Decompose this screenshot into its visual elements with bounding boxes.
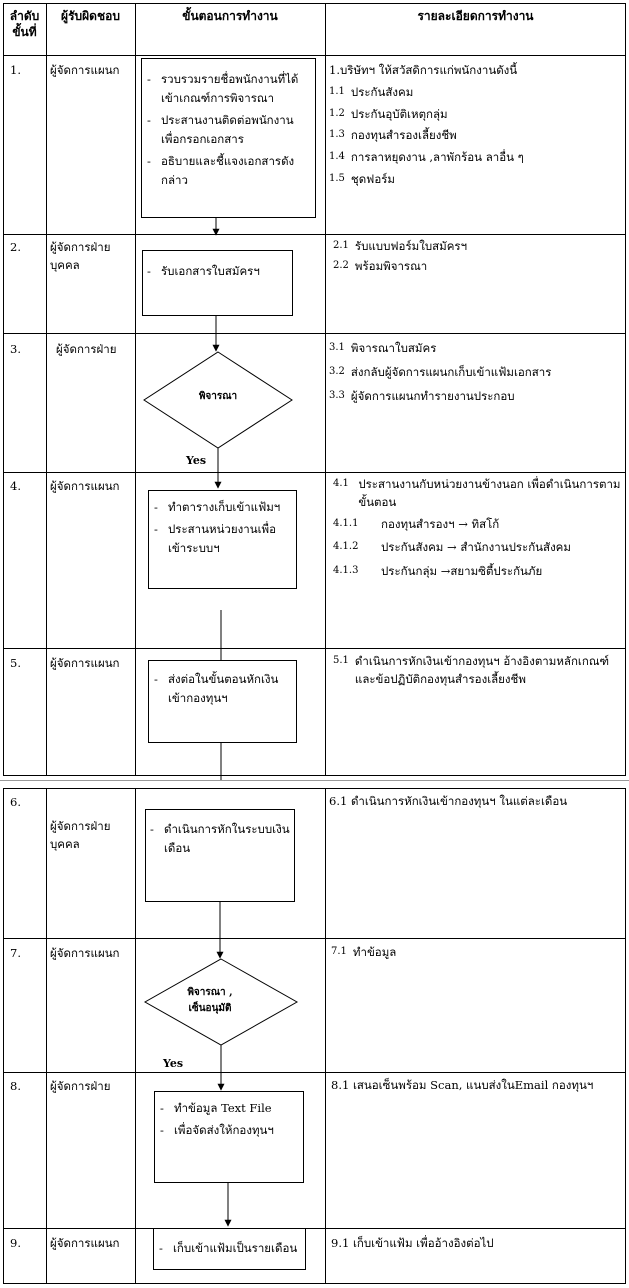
- process-steps: - ทำข้อมูล Text File - เพื่อจัดส่งให้กองทุนฯ: [160, 1099, 300, 1143]
- detail-number: 1.2: [329, 107, 345, 119]
- detail-text: รับแบบฟอร์มใบสมัครฯ: [354, 239, 468, 253]
- details-list: [333, 238, 622, 284]
- detail-number: 2.2: [333, 259, 349, 271]
- decision-label: พิจารณา: [198, 391, 238, 402]
- details-list: [329, 62, 622, 193]
- detail-text: 8.1 เสนอเซ็นพร้อม Scan, แนบส่งในEmail กองทุนฯ: [331, 1078, 594, 1092]
- detail-text: ดำเนินการหักเงินเข้ากองทุนฯ อ้างอิงตามหลักเกณฑ์และข้อปฏิบัติกองทุนสำรองเลี้ยงชีพ: [354, 654, 610, 686]
- responsible-person: ผู้จัดการฝ่าย: [56, 342, 117, 356]
- detail-text: ชุดฟอร์ม: [350, 172, 395, 187]
- process-step-text: ส่งต่อในขั้นตอนหักเงินเข้ากองทุนฯ: [168, 672, 279, 705]
- detail-number: 7.1: [331, 946, 347, 957]
- process-steps: - ดำเนินการหักในระบบเงินเดือน: [150, 820, 290, 861]
- responsible-person: ผู้จัดการแผนก: [50, 656, 120, 670]
- details-list: [333, 476, 622, 589]
- responsible-person: ผู้จัดการแผนก: [50, 63, 120, 77]
- header-responsible: ผู้รับผิดชอบ: [61, 9, 120, 23]
- step-number: 2.: [10, 240, 21, 254]
- responsible-person: ผู้จัดการฝ่ายบุคคล: [50, 240, 111, 272]
- decision-label: พิจารณา , เซ็นอนุมัติ: [187, 987, 233, 1014]
- details-list: [331, 1077, 622, 1103]
- responsible-person: ผู้จัดการแผนก: [50, 1236, 120, 1250]
- step-number: 7.: [10, 946, 21, 960]
- detail-text: ผู้จัดการแผนกทำรายงานประกอบ: [350, 388, 515, 403]
- detail-number: 1.5: [329, 173, 345, 185]
- process-step-text: ดำเนินการหักในระบบเงินเดือน: [164, 822, 290, 855]
- detail-number: 2.1: [333, 240, 349, 251]
- process-steps: - รวบรวมรายชื่อพนักงานที่ได้เข้าเกณฑ์การพิจารณา - ประสานงานติดต่อพนักงานเพื่อกรอกเอกสาร - อธิบายและชี้แจงเอกสารดังกล่าว: [147, 70, 311, 193]
- details-list: [331, 1235, 622, 1261]
- process-steps: - เก็บเข้าแฟ้มเป็นรายเดือน: [159, 1239, 304, 1261]
- yes-label: Yes: [163, 1057, 184, 1070]
- process-steps: - ทำตารางเก็บเข้าแฟ้มฯ - ประสานหน่วยงานเพื่อเข้าระบบฯ: [154, 498, 292, 561]
- process-steps: - ส่งต่อในขั้นตอนหักเงินเข้ากองทุนฯ: [154, 670, 292, 711]
- responsible-person: ผู้จัดการแผนก: [50, 479, 120, 493]
- step-number: 5.: [10, 656, 21, 670]
- detail-text: ทำข้อมูล: [352, 945, 397, 959]
- detail-text: 9.1 เก็บเข้าแฟ้ม เพื่ออ้างอิงต่อไป: [331, 1236, 494, 1250]
- detail-number: 5.1: [333, 655, 349, 666]
- detail-number: 1.3: [329, 129, 345, 141]
- process-step-text: เพื่อจัดส่งให้กองทุนฯ: [174, 1122, 274, 1137]
- process-step-text: อธิบายและชี้แจงเอกสารดังกล่าว: [161, 153, 295, 187]
- step-number: 8.: [10, 1079, 21, 1093]
- process-step-text: ทำตารางเก็บเข้าแฟ้มฯ: [168, 500, 281, 514]
- detail-text: ประสานงานกับหน่วยงานข้างนอก เพื่อดำเนินการตามขั้นตอน: [358, 477, 621, 509]
- detail-number: 4.1.3: [333, 565, 359, 577]
- detail-text: ประกันสังคม → สำนักงานประกันสังคม: [381, 540, 571, 555]
- process-step-text: ทำข้อมูล Text File: [174, 1101, 272, 1115]
- details-list: [333, 653, 622, 697]
- responsible-person: ผู้จัดการแผนก: [50, 946, 120, 960]
- step-number: 3.: [10, 342, 21, 356]
- process-step-text: รับเอกสารใบสมัครฯ: [161, 264, 260, 278]
- process-steps: - รับเอกสารใบสมัครฯ: [147, 262, 287, 284]
- step-number: 9.: [10, 1236, 21, 1250]
- process-step-text: ประสานงานติดต่อพนักงานเพื่อกรอกเอกสาร: [161, 112, 294, 146]
- process-step-text: รวบรวมรายชื่อพนักงานที่ได้เข้าเกณฑ์การพิจารณา: [161, 72, 299, 105]
- detail-text: กองทุนสำรองเลี้ยงชีพ: [350, 128, 457, 143]
- detail-number: 3.2: [329, 365, 345, 377]
- detail-number: 4.1.1: [333, 517, 359, 529]
- header-procedure: ขั้นตอนการทำงาน: [182, 9, 278, 23]
- detail-text: ประกันสังคม: [350, 84, 414, 99]
- detail-number: 4.1: [333, 478, 349, 489]
- detail-text: พิจารณาใบสมัคร: [350, 341, 437, 355]
- detail-number: 1.1: [329, 85, 345, 97]
- detail-text: ประกันอุบัติเหตุกลุ่ม: [350, 106, 448, 121]
- detail-text: การลาหยุดงาน ,ลาพักร้อน ลาอื่น ๆ: [350, 150, 524, 165]
- detail-number: 3.3: [329, 389, 345, 401]
- detail-text: 6.1 ดำเนินการหักเงินเข้ากองทุนฯ ในแต่ละเดือน: [329, 794, 568, 808]
- step-number: 1.: [10, 63, 21, 77]
- yes-label: Yes: [186, 454, 207, 467]
- process-step-text: ประสานหน่วยงานเพื่อเข้าระบบฯ: [168, 521, 276, 555]
- header-details: รายละเอียดการทำงาน: [417, 9, 534, 23]
- details-list: [331, 944, 622, 970]
- details-list: [329, 340, 622, 413]
- detail-text: กองทุนสำรองฯ → ทิสโก้: [381, 516, 500, 531]
- detail-text: ส่งกลับผู้จัดการแผนกเก็บเข้าแฟ้มเอกสาร: [350, 364, 552, 379]
- detail-text: ประกันกลุ่ม →สยามซิตี้ประกันภัย: [381, 564, 543, 579]
- responsible-person: ผู้จัดการฝ่าย: [50, 1079, 111, 1093]
- header-step: ลำดับ ขั้นที่: [9, 9, 40, 40]
- detail-text: 1.บริษัทฯ ให้สวัสดิการแก่พนักงานดังนี้: [329, 63, 518, 77]
- responsible-person: ผู้จัดการฝ่ายบุคคล: [50, 819, 111, 851]
- process-step-text: เก็บเข้าแฟ้มเป็นรายเดือน: [173, 1241, 298, 1255]
- details-list: [329, 793, 622, 819]
- detail-number: 3.1: [329, 342, 345, 353]
- step-number: 6.: [10, 795, 21, 809]
- detail-text: พร้อมพิจารณา: [354, 258, 428, 273]
- detail-number: 4.1.2: [333, 541, 359, 553]
- detail-number: 1.4: [329, 151, 345, 163]
- step-number: 4.: [10, 479, 21, 493]
